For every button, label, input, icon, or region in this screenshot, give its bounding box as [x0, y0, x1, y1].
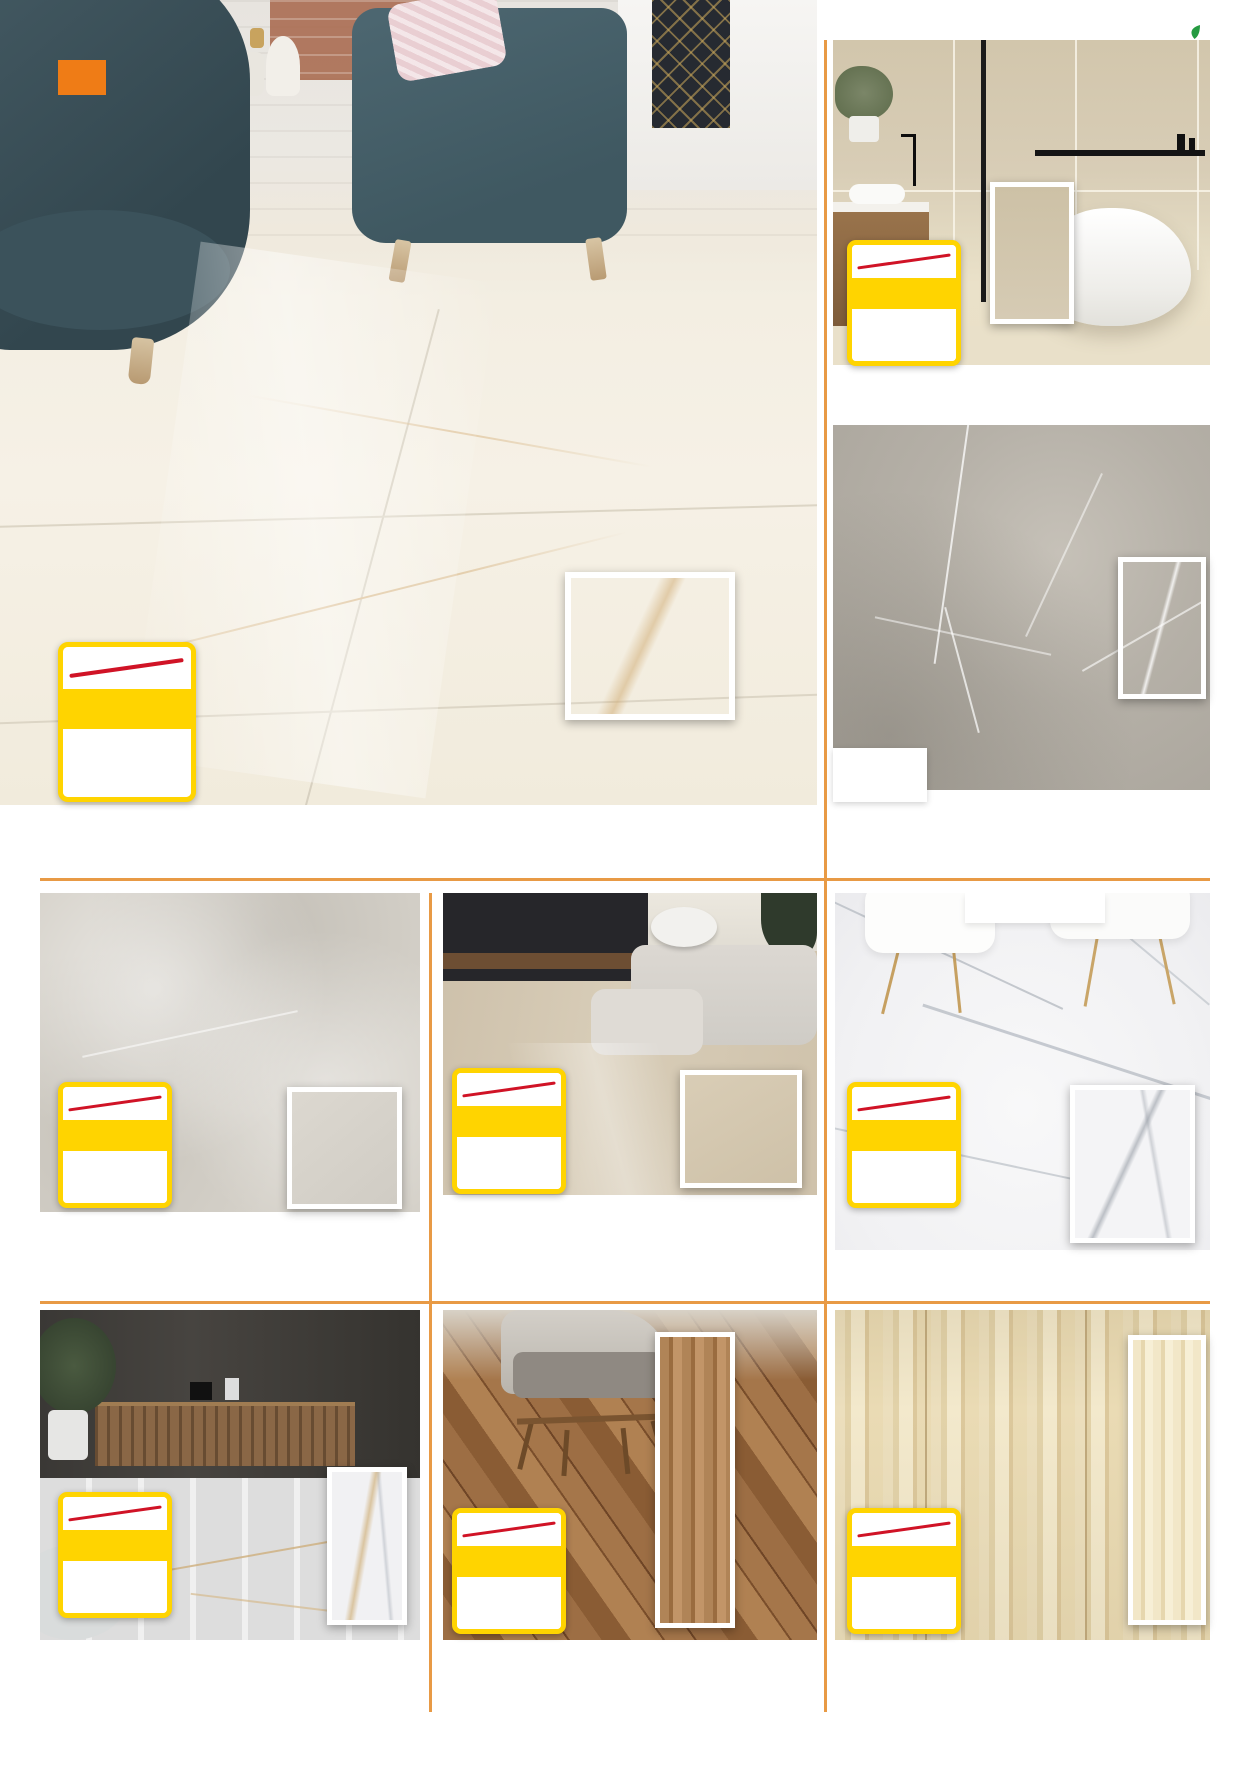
product-card-vila-beige [835, 1310, 1210, 1712]
product-card-imperial-beige-chiaro [443, 893, 817, 1293]
product-card-erde-light [40, 893, 420, 1293]
new-price [63, 1151, 167, 1203]
photo-shape [190, 1382, 212, 1400]
photo-shape [1035, 150, 1205, 156]
strikethrough-line [857, 1522, 950, 1538]
tile-swatch-kronos-cream [990, 182, 1074, 324]
tile-swatch-vila-beige [1128, 1335, 1206, 1625]
new-price [63, 729, 191, 797]
tile-swatch-imperial-beige-chiaro [680, 1070, 802, 1188]
photo-shape [1177, 134, 1185, 150]
photo-shape [225, 1378, 239, 1400]
price-badge-imperial-beige-chiaro [452, 1068, 566, 1194]
strikethrough-line [857, 254, 950, 270]
new-price [457, 1137, 561, 1189]
discount-percent [63, 1530, 167, 1561]
horizontal-divider [40, 878, 1210, 881]
sustainability-leaf-icon [1188, 24, 1201, 45]
old-price [852, 1087, 956, 1120]
photo-shape [513, 1352, 663, 1398]
product-card-kronos-cream [833, 40, 1210, 440]
photo-shape [981, 40, 986, 302]
discount-percent [852, 1120, 956, 1151]
discount-percent [63, 1120, 167, 1151]
photo-shape [1085, 1310, 1087, 1640]
photo-shape [95, 1402, 355, 1466]
old-price [63, 1497, 167, 1530]
photo-shape [651, 907, 717, 947]
tile-swatch-boston [565, 572, 735, 720]
product-card-pure-grey [833, 425, 1210, 860]
strikethrough-line [857, 1096, 950, 1112]
discount-percent [457, 1546, 561, 1577]
product-card-kauri-brown [443, 1310, 817, 1712]
discount-percent [63, 689, 191, 729]
strikethrough-line [68, 1506, 161, 1522]
product-card-alabaster-sky-grey [40, 1310, 420, 1712]
photo-shape [835, 66, 893, 120]
new-price [852, 1577, 956, 1629]
strikethrough-line [68, 1096, 161, 1112]
photo-shape [652, 0, 730, 128]
new-price [852, 1151, 956, 1203]
new-price [852, 309, 956, 361]
photo-shape [48, 1410, 88, 1460]
strikethrough-line [70, 658, 185, 678]
old-price [457, 1073, 561, 1106]
price-badge-vila-beige [847, 1508, 961, 1634]
photo-shape [849, 116, 879, 142]
discount-percent [852, 1546, 956, 1577]
photo-shape [1189, 138, 1195, 150]
vertical-divider [824, 40, 827, 1712]
old-price [852, 245, 956, 278]
photo-shape [849, 184, 905, 204]
photo-shape [250, 28, 264, 48]
headline-banner [58, 60, 106, 95]
photo-shape [443, 953, 658, 969]
photo-shape [266, 36, 300, 96]
new-price [63, 1561, 167, 1613]
product-card-boston [0, 0, 817, 880]
price-badge-calcutta [847, 1082, 961, 1208]
tile-swatch-calcutta [1070, 1085, 1195, 1243]
tile-swatch-alabaster-sky-grey [327, 1467, 407, 1625]
strikethrough-line [462, 1522, 555, 1538]
price-badge-kronos-cream [847, 240, 961, 366]
photo-shape [901, 134, 916, 137]
old-price [63, 1087, 167, 1120]
photo-shape [965, 893, 1105, 923]
price-badge-alabaster-sky-grey [58, 1492, 172, 1618]
price-badge-kauri-brown [452, 1508, 566, 1634]
strikethrough-line [462, 1082, 555, 1098]
new-price [457, 1577, 561, 1629]
tile-swatch-kauri-brown [655, 1332, 735, 1628]
discount-percent [852, 278, 956, 309]
old-price [63, 647, 191, 689]
tile-swatch-erde-light [287, 1087, 402, 1209]
discount-percent [457, 1106, 561, 1137]
tile-swatch-pure-grey [1118, 557, 1206, 699]
price-badge-erde-light [58, 1082, 172, 1208]
price-plate-pure-grey [833, 748, 927, 802]
photo-shape [913, 134, 916, 186]
old-price [852, 1513, 956, 1546]
price-badge-boston [58, 642, 196, 802]
old-price [457, 1513, 561, 1546]
horizontal-divider [40, 1301, 1210, 1304]
product-card-calcutta [835, 893, 1210, 1303]
